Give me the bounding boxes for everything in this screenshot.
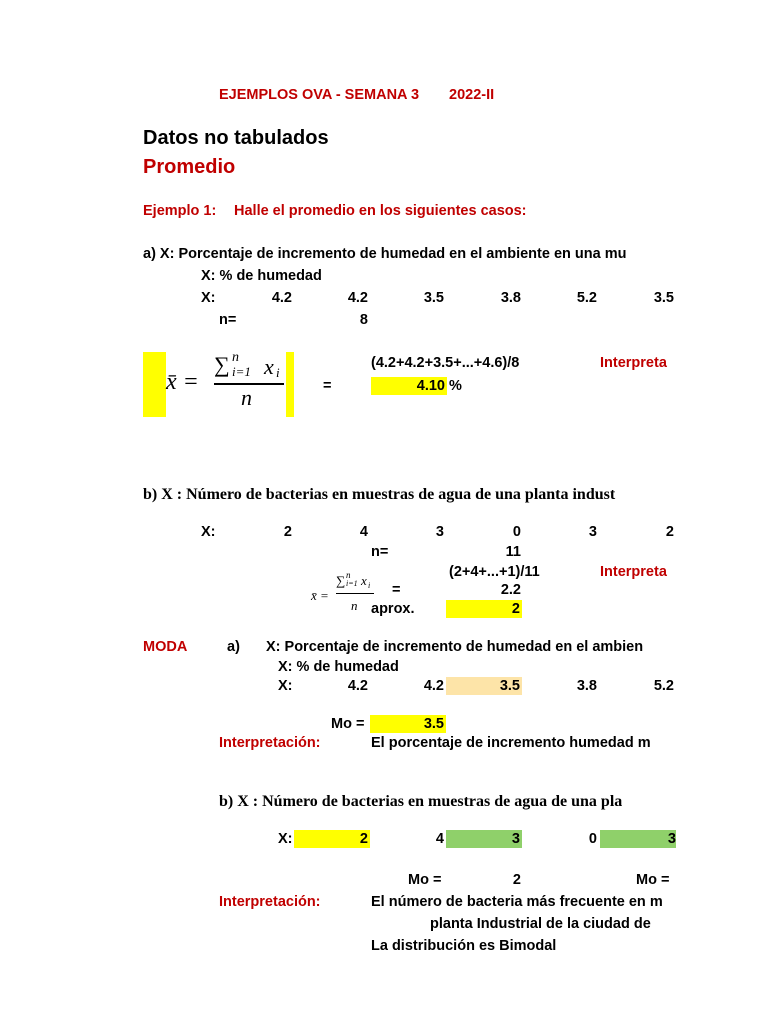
part-a-value: 4.2	[347, 290, 368, 306]
sum-lower: i=1	[232, 364, 251, 379]
sum-upper: n	[346, 570, 351, 580]
xi-sub: i	[368, 581, 371, 590]
formula-denominator: n	[241, 385, 252, 410]
part-b-value: 2	[665, 524, 674, 540]
part-a-title: a) X: Porcentaje de incremento de humedad en el ambiente en una mu	[143, 246, 627, 262]
part-b-n-value: 11	[505, 544, 521, 560]
moda-b-value: 4	[435, 831, 444, 847]
moda-b-x-label: X:	[278, 831, 293, 847]
moda-b-title: b) X : Número de bacterias en muestras de agua de una pla	[219, 793, 623, 810]
mean-symbol: x̄ =	[166, 369, 199, 395]
sum-lower: i=1	[346, 579, 358, 588]
moda-a-interp-label: Interpretación:	[219, 735, 321, 751]
moda-a-value: 4.2	[347, 678, 368, 694]
part-a-unit: %	[449, 378, 462, 394]
moda-b-value-highlight: 3	[446, 830, 522, 848]
moda-a-x-desc: X: % de humedad	[278, 659, 399, 675]
moda-b-mo-label-2: Mo =	[636, 872, 670, 888]
part-b-value: 2	[283, 524, 292, 540]
part-b-approx-label: aprox.	[371, 601, 415, 617]
part-a-result: 4.10	[371, 377, 447, 395]
moda-a-value: 4.2	[423, 678, 444, 694]
moda-a-interp-text: El porcentaje de incremento humedad m	[371, 735, 651, 751]
part-b-n-label: n=	[371, 544, 389, 560]
part-b-exact: 2.2	[500, 582, 521, 598]
formula-highlight-right	[286, 352, 294, 417]
part-b-value: 4	[359, 524, 368, 540]
moda-a-letter: a)	[227, 639, 240, 655]
part-a-equals: =	[323, 378, 332, 394]
fraction-bar	[336, 593, 374, 594]
part-a-n-value: 8	[359, 312, 368, 328]
moda-a-value: 5.2	[653, 678, 674, 694]
part-b-approx-value: 2	[446, 600, 522, 618]
mean-symbol: x̄ =	[311, 588, 329, 603]
part-a-value: 4.2	[271, 290, 292, 306]
moda-a-mo-value: 3.5	[370, 715, 446, 733]
moda-a-x-label: X:	[278, 678, 293, 694]
part-a-n-label: n=	[219, 312, 237, 328]
moda-b-value: 0	[588, 831, 597, 847]
moda-b-value-highlight: 3	[600, 830, 676, 848]
moda-label: MODA	[143, 639, 188, 655]
formula-denominator: n	[351, 598, 358, 613]
part-b-equals: =	[392, 582, 401, 598]
example-text: Halle el promedio en los siguientes casos:	[234, 203, 527, 219]
example-label: Ejemplo 1:	[143, 203, 217, 219]
moda-b-interp-line3: La distribución es Bimodal	[371, 938, 557, 954]
part-a-x-label: X:	[201, 290, 216, 306]
moda-b-interp-label: Interpretación:	[219, 894, 321, 910]
moda-a-title: X: Porcentaje de incremento de humedad en el ambien	[266, 639, 644, 655]
part-a-value: 5.2	[576, 290, 597, 306]
moda-b-mo-value: 2	[512, 872, 521, 888]
xi-symbol: x	[361, 573, 367, 588]
moda-a-value-highlight: 3.5	[446, 677, 522, 695]
sum-symbol: ∑	[336, 573, 346, 588]
section-subheading: Promedio	[143, 156, 236, 178]
mean-formula-small	[311, 569, 373, 617]
moda-a-mo-label: Mo =	[331, 716, 365, 732]
moda-b-mo-label: Mo =	[408, 872, 442, 888]
moda-a-value: 3.8	[576, 678, 597, 694]
part-b-x-label: X:	[201, 524, 216, 540]
sum-symbol: ∑	[214, 352, 230, 377]
moda-b-value-highlight: 2	[294, 830, 370, 848]
part-a-interp-label: Interpreta	[600, 355, 667, 371]
part-b-value: 3	[435, 524, 444, 540]
moda-b-interp-line2: planta Industrial de la ciudad de	[430, 916, 651, 932]
part-a-expression: (4.2+4.2+3.5+...+4.6)/8	[371, 355, 520, 371]
xi-symbol: x	[264, 354, 274, 379]
part-a-value: 3.8	[500, 290, 521, 306]
section-heading: Datos no tabulados	[143, 127, 329, 149]
part-b-title: b) X : Número de bacterias en muestras de agua de una planta indust	[143, 486, 616, 503]
xi-sub: i	[276, 365, 280, 380]
part-a-x-desc: X: % de humedad	[201, 268, 322, 284]
part-b-value: 3	[588, 524, 597, 540]
part-a-value: 3.5	[423, 290, 444, 306]
part-b-value: 0	[512, 524, 521, 540]
formula-highlight-left	[143, 352, 166, 417]
moda-b-interp-line1: El número de bacteria más frecuente en m	[371, 894, 663, 910]
mean-formula	[166, 352, 286, 417]
part-b-expression: (2+4+...+1)/11	[449, 564, 540, 580]
doc-title: EJEMPLOS OVA - SEMANA 3	[219, 87, 420, 103]
part-b-interp-label: Interpreta	[600, 564, 667, 580]
doc-term: 2022-II	[449, 87, 495, 103]
sum-upper: n	[232, 350, 239, 365]
part-a-value: 3.5	[653, 290, 674, 306]
